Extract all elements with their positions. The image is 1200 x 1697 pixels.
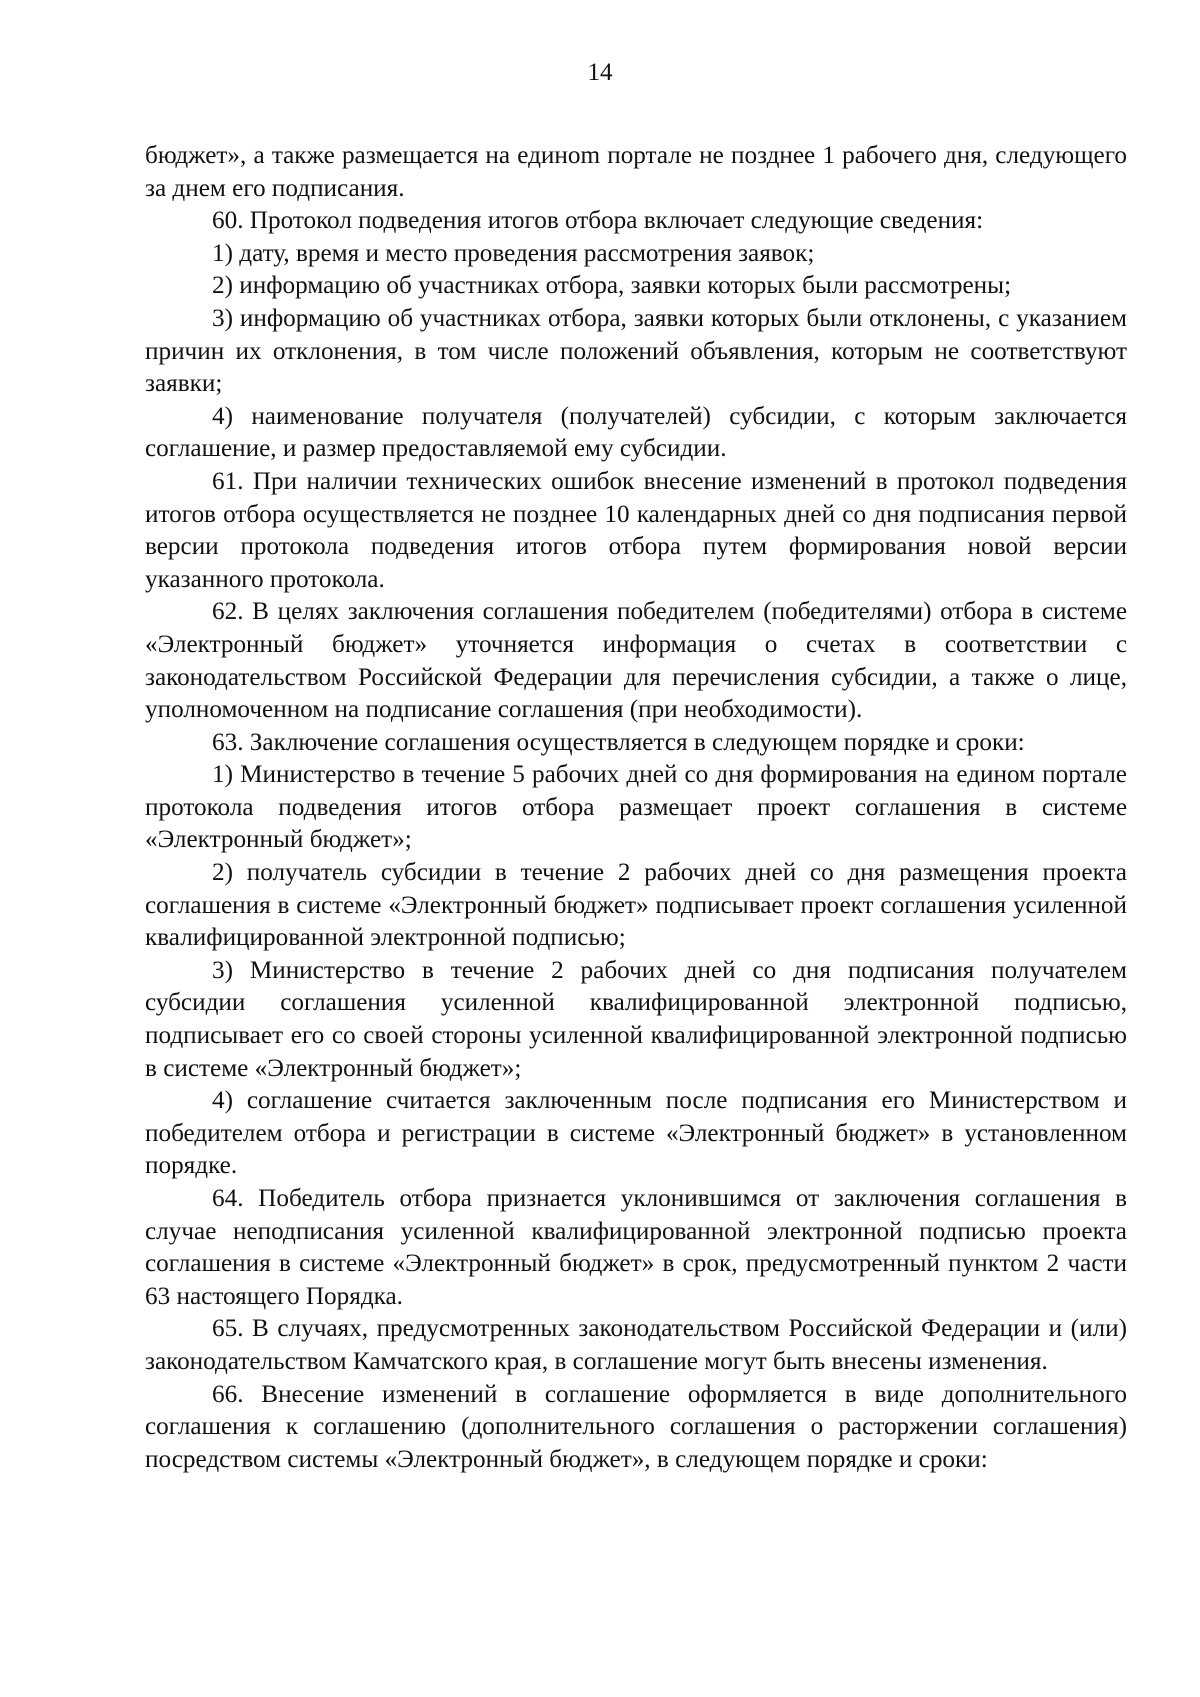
paragraph-60-item-4: 4) наименование получателя (получателей) субсидии, с которым заключается соглашение, и размер предоставляемой ему субсидии. bbox=[145, 402, 1127, 463]
document-body bbox=[145, 140, 1127, 1476]
paragraph-63: 63. Заключение соглашения осуществляется в следующем порядке и сроки: bbox=[212, 728, 1025, 756]
paragraph-61: 61. При наличии технических ошибок внесение изменений в протокол подведения итогов отбора осуществляется не позднее 10 календарных дней со дня подписания первой версии протокола подведения итогов отбора путем формирования новой версии указанного протокола. bbox=[145, 467, 1127, 593]
paragraph-66: 66. Внесение изменений в соглашение оформляется в виде дополнительного соглашения к соглашению (дополнительного соглашения о расторжении соглашения) посредством системы «Электронный бюджет», в следующем порядке и сроки: bbox=[145, 1380, 1127, 1473]
paragraph-63-item-2: 2) получатель субсидии в течение 2 рабочих дней со дня размещения проекта соглашения в системе «Электронный бюджет» подписывает проект соглашения усиленной квалифицированной электронной подписью; bbox=[145, 859, 1127, 952]
paragraph-63-item-1: 1) Министерство в течение 5 рабочих дней со дня формирования на едином портале протокола подведения итогов отбора размещает проект соглашения в системе «Электронный бюджет»; bbox=[145, 761, 1127, 854]
paragraph-continuation: бюджет», а также размещается на единоm портале не позднее 1 рабочего дня, следующего за днем его подписания. bbox=[145, 142, 1127, 202]
paragraph-64: 64. Победитель отбора признается уклонившимся от заключения соглашения в случае неподписания усиленной квалифицированной электронной подписью проекта соглашения в системе «Электронный бюджет» в срок, предусмотренный пунктом 2 части 63 настоящего Порядка. bbox=[145, 1185, 1127, 1310]
paragraph-60: 60. Протокол подведения итогов отбора включает следующие сведения: bbox=[212, 207, 984, 235]
paragraph-62: 62. В целях заключения соглашения победителем (победителями) отбора в системе «Электронный бюджет» уточняется информация о счетах в соответствии с законодательством Российской Федерации для перечисления субсидии, а также о лице, уполномоченном на подписание соглашения (при необходимости). bbox=[145, 598, 1127, 724]
paragraph-60-item-1: 1) дату, время и место проведения рассмотрения заявок; bbox=[212, 239, 815, 267]
paragraph-63-item-3: 3) Министерство в течение 2 рабочих дней со дня подписания получателем субсидии соглашения усиленной квалифицированной электронной подписью, подписывает его со своей стороны усиленной квалифицированной электронной подписью в системе «Электронный бюджет»; bbox=[145, 956, 1127, 1082]
paragraph-60-item-2: 2) информацию об участниках отбора, заявки которых были рассмотрены; bbox=[212, 272, 1012, 300]
paragraph-63-item-4: 4) соглашение считается заключенным после подписания его Министерством и победителем отбора и регистрации в системе «Электронный бюджет» в установленном порядке. bbox=[145, 1087, 1127, 1180]
page-number: 14 bbox=[587, 59, 613, 86]
paragraph-60-item-3: 3) информацию об участниках отбора, заявки которых были отклонены, с указанием причин их отклонения, в том числе положений объявления, которым не соответствуют заявки; bbox=[145, 304, 1127, 398]
paragraph-65: 65. В случаях, предусмотренных законодательством Российской Федерации и (или) законодательством Камчатского края, в соглашение могут быть внесены изменения. bbox=[145, 1315, 1127, 1375]
